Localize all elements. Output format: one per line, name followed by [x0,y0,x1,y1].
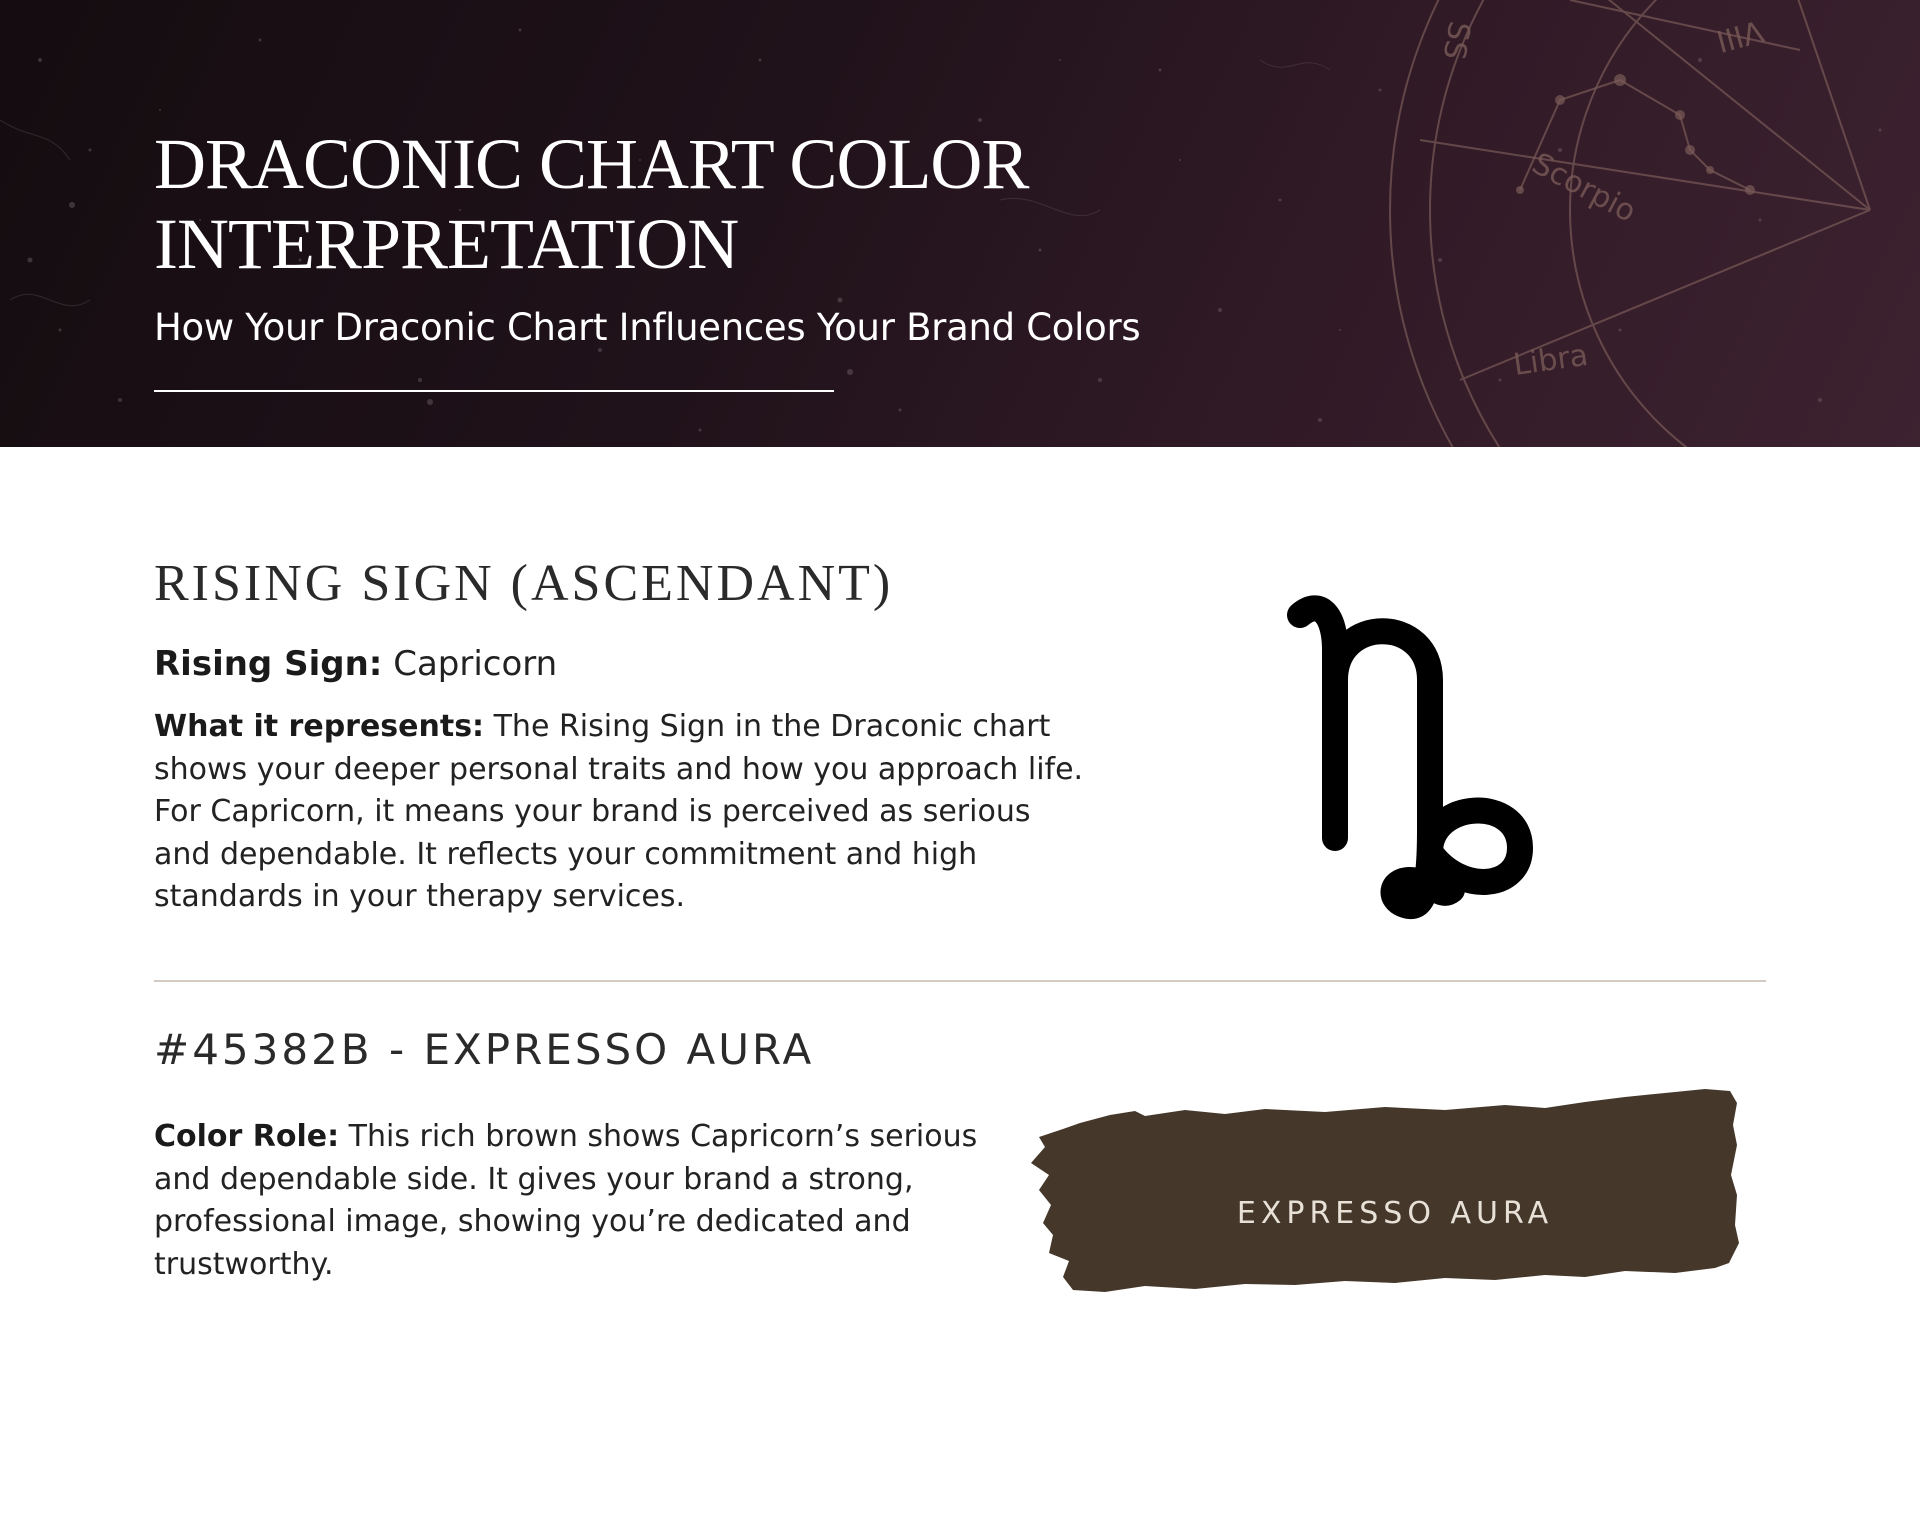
color-heading: #45382B - EXPRESSO AURA [154,1025,815,1074]
rising-sign-description [154,706,1094,919]
title-underline [154,390,834,392]
page-subtitle: How Your Draconic Chart Influences Your Brand Colors [154,306,1141,349]
rising-sign-value: Capricorn [393,644,558,684]
ss-wheel-label: SS [1435,18,1477,63]
title-line-2: INTERPRETATION [154,204,739,284]
swatch-label: EXPRESSO AURA [1236,1196,1554,1231]
rising-sign-label: Rising Sign: [154,644,383,684]
section-divider [154,980,1766,982]
rising-sign-field [154,642,557,686]
header-banner [0,0,1920,447]
capricorn-icon [1280,590,1550,920]
color-role-description [154,1116,1004,1286]
rising-sign-heading: RISING SIGN (ASCENDANT) [154,555,894,612]
libra-wheel-label: Libra [1511,337,1591,383]
scorpio-wheel-label: Scorpio [1526,146,1642,230]
represents-text: The Rising Sign in the Draconic chart shows your deeper personal traits and how you approach life. For Capricorn, it means your brand is perceived as serious and dependable. It reflects your commitment and high standards in your therapy services. [154,709,1084,914]
zodiac-wheel-decoration [1380,0,1920,447]
page-title [154,124,1154,284]
title-line-1: DRACONIC CHART COLOR [154,124,1029,204]
color-role-label: Color Role: [154,1119,340,1154]
represents-label: What it represents: [154,709,485,744]
color-role-text: This rich brown shows Capricorn’s serious and dependable side. It gives your brand a strong, professional image, showing you’re dedicated and trustworthy. [154,1119,978,1282]
viii-wheel-label: VIII [1712,12,1767,59]
